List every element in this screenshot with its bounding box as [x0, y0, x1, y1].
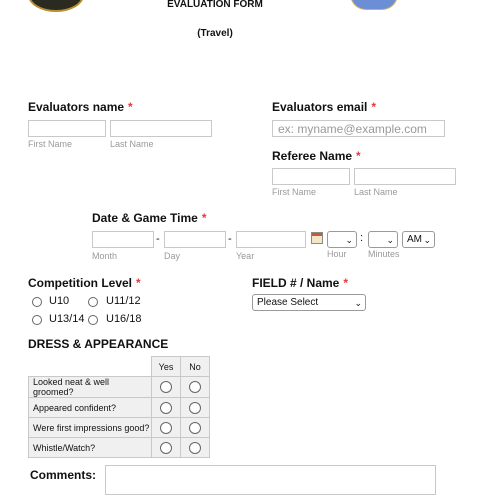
- no-radio[interactable]: [189, 442, 201, 454]
- comments-textarea[interactable]: [105, 465, 436, 495]
- question-cell: Appeared confident?: [29, 398, 152, 418]
- referee-first-name-sublabel: First Name: [272, 187, 317, 197]
- table-row: [29, 438, 210, 458]
- yes-radio[interactable]: [160, 381, 172, 393]
- year-input[interactable]: [236, 231, 306, 248]
- month-input[interactable]: [92, 231, 154, 248]
- date-separator: -: [156, 233, 160, 245]
- evaluators-email-label: [272, 100, 376, 114]
- time-separator: :: [360, 232, 364, 244]
- evaluator-last-name-input[interactable]: [110, 120, 212, 137]
- page-title: EVALUATION FORM: [167, 0, 263, 10]
- right-logo: [350, 0, 398, 10]
- no-radio[interactable]: [189, 402, 201, 414]
- radio-u10[interactable]: [32, 297, 42, 307]
- required-mark: *: [343, 276, 349, 290]
- radio-u16-18[interactable]: [88, 315, 98, 325]
- evaluators-name-text: Evaluators name: [28, 100, 125, 114]
- day-input[interactable]: [164, 231, 226, 248]
- left-logo: [28, 0, 84, 12]
- question-cell: Looked neat & well groomed?: [29, 377, 152, 398]
- evaluators-email-text: Evaluators email: [272, 100, 368, 114]
- question-cell: Were first impressions good?: [29, 418, 152, 438]
- radio-label-u10: U10: [49, 295, 70, 307]
- date-game-time-label: [92, 211, 207, 225]
- date-game-time-text: Date & Game Time: [92, 211, 198, 225]
- field-name-text: FIELD # / Name: [252, 276, 340, 290]
- evaluator-first-name-input[interactable]: [28, 120, 106, 137]
- comments-label: Comments:: [30, 468, 97, 482]
- first-name-sublabel: First Name: [28, 139, 73, 149]
- referee-first-name-input[interactable]: [272, 168, 350, 185]
- page-subtitle: (Travel): [197, 28, 233, 39]
- no-radio[interactable]: [189, 422, 201, 434]
- day-sublabel: Day: [164, 251, 181, 261]
- yes-radio[interactable]: [160, 402, 172, 414]
- minutes-select[interactable]: [368, 231, 398, 248]
- competition-level-text: Competition Level: [28, 276, 133, 290]
- calendar-icon[interactable]: [311, 232, 323, 244]
- referee-name-label: [272, 149, 361, 163]
- minutes-sublabel: Minutes: [368, 249, 400, 259]
- left-logo-text: [30, 0, 82, 1]
- radio-u13-14[interactable]: [32, 315, 42, 325]
- field-name-label: [252, 276, 348, 290]
- table-row: [29, 377, 210, 398]
- hour-sublabel: Hour: [327, 249, 347, 259]
- yes-radio[interactable]: [160, 422, 172, 434]
- year-sublabel: Year: [236, 251, 255, 261]
- radio-label-u16-18: U16/18: [106, 313, 142, 325]
- yes-radio[interactable]: [160, 442, 172, 454]
- last-name-sublabel: Last Name: [110, 139, 154, 149]
- chevron-down-icon: ⌄: [386, 235, 394, 245]
- required-mark: *: [356, 149, 361, 163]
- chevron-down-icon: ⌄: [345, 235, 353, 245]
- field-select[interactable]: [252, 294, 366, 311]
- no-radio[interactable]: [189, 381, 201, 393]
- required-mark: *: [136, 276, 141, 290]
- required-mark: *: [201, 211, 207, 225]
- referee-last-name-input[interactable]: [354, 168, 456, 185]
- chevron-down-icon: ⌄: [354, 298, 362, 308]
- dress-appearance-heading: DRESS & APPEARANCE: [28, 337, 169, 351]
- evaluator-email-input[interactable]: [272, 120, 445, 137]
- date-separator: -: [228, 233, 232, 245]
- dress-appearance-table: [28, 356, 210, 458]
- table-row: [29, 418, 210, 438]
- evaluators-name-label: [28, 100, 133, 114]
- ampm-select[interactable]: [402, 231, 435, 248]
- required-mark: *: [371, 100, 377, 114]
- ampm-value: AM: [407, 234, 422, 245]
- referee-last-name-sublabel: Last Name: [354, 187, 398, 197]
- competition-level-label: [28, 276, 141, 290]
- radio-label-u11-12: U11/12: [106, 295, 141, 307]
- radio-label-u13-14: U13/14: [49, 313, 85, 325]
- column-header-no: No: [181, 357, 210, 377]
- month-sublabel: Month: [92, 251, 118, 261]
- table-row: [29, 398, 210, 418]
- referee-name-text: Referee Name: [272, 149, 353, 163]
- field-select-value: Please Select: [257, 297, 319, 308]
- column-header-yes: Yes: [152, 357, 181, 377]
- radio-u11-12[interactable]: [88, 297, 98, 307]
- hour-select[interactable]: [327, 231, 357, 248]
- chevron-down-icon: ⌄: [423, 235, 431, 245]
- question-cell: Whistle/Watch?: [29, 438, 152, 458]
- required-mark: *: [128, 100, 133, 114]
